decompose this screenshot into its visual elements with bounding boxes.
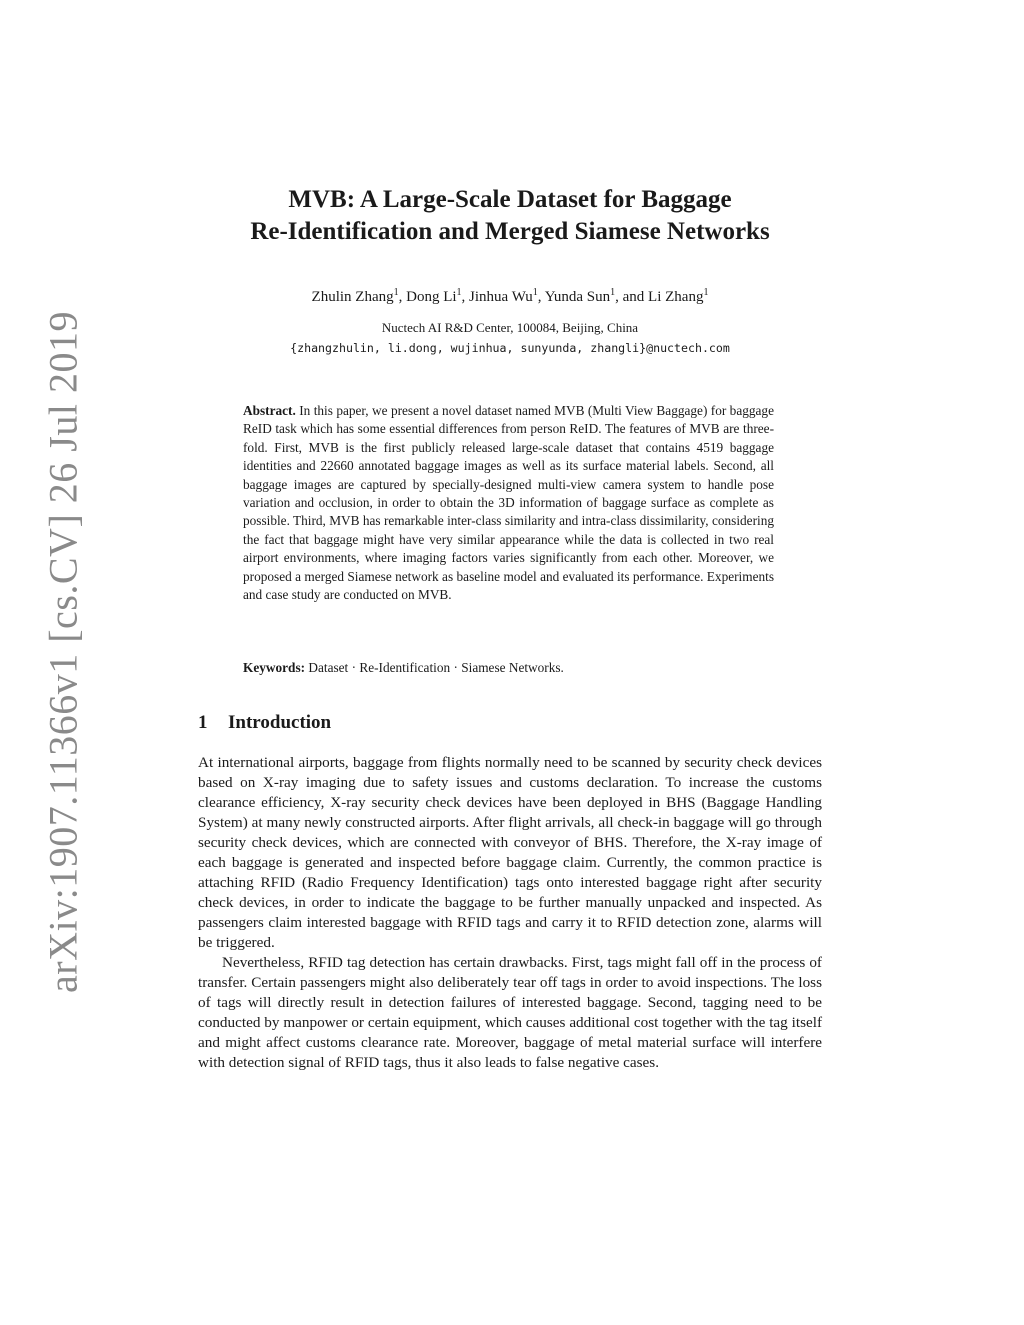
author-name: Dong Li [406, 289, 457, 305]
author-separator: , [461, 289, 470, 305]
author-affiliation-mark: 1 [610, 287, 616, 298]
author-name: Yunda Sun [544, 289, 611, 305]
author-name: Jinhua Wu [469, 289, 533, 305]
author-affiliation-mark: 1 [532, 287, 538, 298]
section-title: Introduction [228, 712, 332, 733]
abstract-text: In this paper, we present a novel dataset named MVB (Multi View Baggage) for baggage ReID task which has some essential differences from person ReID. The features of MVB are three-fold. First, MVB is the first publicly released large-scale dataset that contains 4519 baggage identities and 22660 annotated baggage images as well as its surface material labels. Second, all baggage images are captured by specially-designed multi-view camera system to handle pose variation and occlusion, in order to obtain the 3D information of baggage surface as complete as possible. Third, MVB has remarkable inter-class similarity and intra-class dissimilarity, considering the fact that baggage might have very similar appearance while the data is collected in two real airport environments, where imaging factors varies significantly from each other. Moreover, we proposed a merged Siamese network as baseline model and evaluated its performance. Experiments and case study are conducted on MVB. [243, 403, 774, 603]
author-name: Li Zhang [648, 289, 704, 305]
author-separator: , and [615, 289, 649, 305]
author-list [200, 283, 820, 307]
section-body [198, 753, 822, 1073]
affiliation: Nuctech AI R&D Center, 100084, Beijing, China [381, 320, 639, 335]
keywords-label: Keywords: [243, 660, 306, 675]
body-paragraph: At international airports, baggage from flights normally need to be scanned by security check devices based on X-ray imaging due to safety issues and customs declaration. To increase the customs clearance efficiency, X-ray security check devices have been deployed in BHS (Baggage Handling System) at many newly constructed airports. After flight arrivals, all check-in baggage will go through security check devices, which are connected with conveyor of BHS. Therefore, the X-ray image of each baggage is generated and inspected before baggage claim. Currently, the common practice is attaching RFID (Radio Frequency Identification) tags onto interested baggage right after security check devices, in order to indicate the baggage to be further manually unpacked and inspected. As passengers claim interested baggage with RFID tags and carry it to RFID detection zone, alarms will be triggered. [198, 754, 822, 951]
keywords [243, 659, 774, 677]
keywords-text: Dataset · Re-Identification · Siamese Networks. [308, 660, 564, 675]
abstract [243, 402, 774, 604]
title-line-1: MVB: A Large-Scale Dataset for Baggage [288, 186, 732, 213]
arxiv-identifier-stamp: arXiv:1907.11366v1 [cs.CV] 26 Jul 2019 [40, 311, 86, 993]
author-affiliation-mark: 1 [456, 287, 462, 298]
body-paragraph: Nevertheless, RFID tag detection has certain drawbacks. First, tags might fall off in the process of transfer. Certain passengers might also deliberately tear off tags in order to avoid inspections. The loss of tags will directly result in detection failures of interested baggage. Second, tagging need to be conducted by manpower or certain equipment, which causes additional cost together with the tag itself and might affect customs clearance rate. Moreover, baggage of metal material surface will interfere with detection signal of RFID tags, thus it also leads to false negative cases. [198, 954, 822, 1071]
section-number: 1 [198, 712, 208, 733]
paper-title [200, 184, 820, 248]
author-affiliation-mark: 1 [393, 287, 399, 298]
author-name: Zhulin Zhang [311, 289, 394, 305]
author-affiliation-mark: 1 [703, 287, 709, 298]
abstract-label: Abstract. [243, 403, 296, 418]
author-emails: {zhangzhulin, li.dong, wujinhua, sunyunda, zhangli}@nuctech.com [290, 341, 730, 355]
title-line-2: Re-Identification and Merged Siamese Networks [250, 218, 770, 245]
author-separator: , [537, 289, 545, 305]
section-heading [198, 710, 331, 736]
author-separator: , [398, 289, 407, 305]
